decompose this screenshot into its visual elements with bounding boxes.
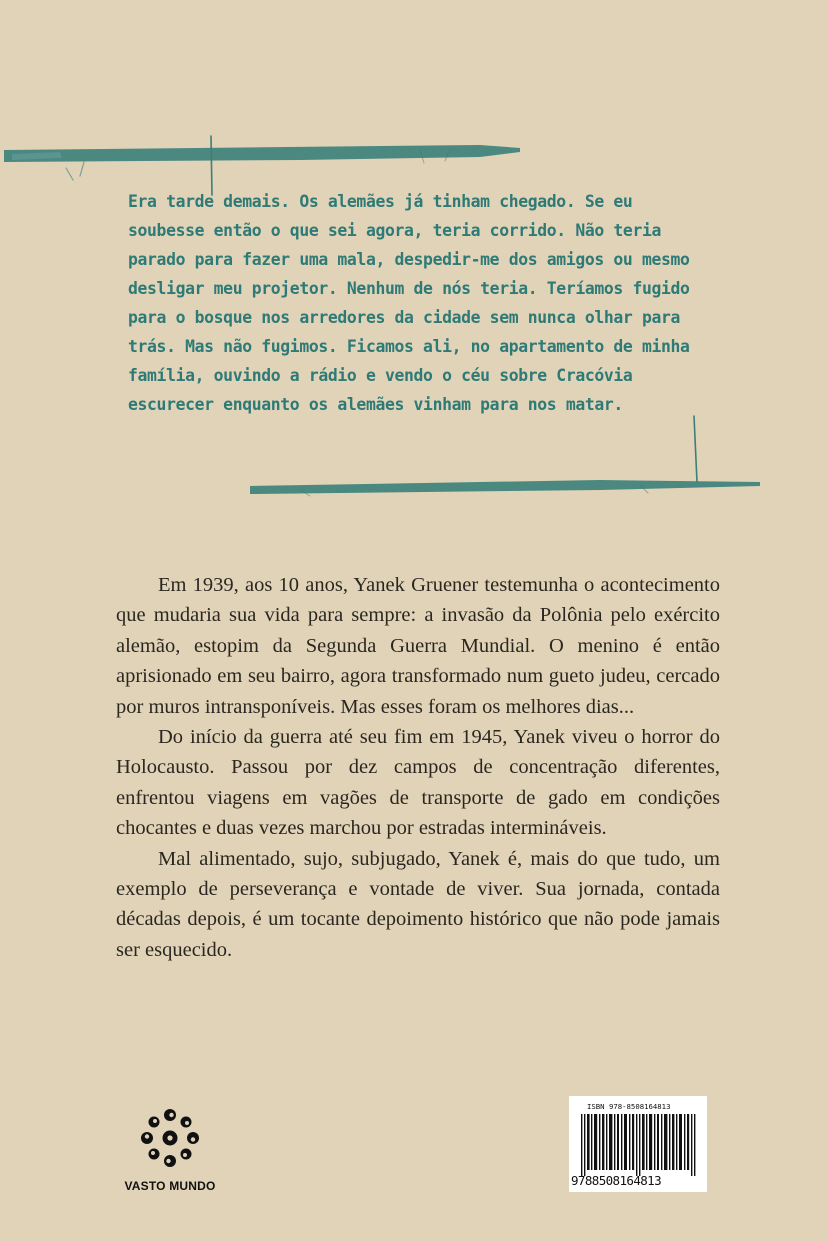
synopsis-paragraph: Em 1939, aos 10 anos, Yanek Gruener testemunha o acontecimento que mudaria sua vida para sempre: a invasão da Polônia pelo exército alemão, estopim da Segunda Guerra Mundial. O menino é então aprisionado em seu bairro, agora transformado num gueto judeu, cercado por muros intransponíveis. Mas esses foram os melhores dias... (116, 574, 720, 718)
isbn-label: ISBN 978-8508164813 (587, 1102, 671, 1111)
synopsis-paragraph: Do início da guerra até seu fim em 1945, Yanek viveu o horror do Holocausto. Passou por dez campos de concentração diferentes, enfrentou viagens em vagões de transporte de gado em condições chocantes e duas vezes marchou por estradas intermináveis. (116, 726, 720, 840)
isbn-barcode (569, 1096, 707, 1192)
sun-spiral-logo-icon (125, 1103, 215, 1173)
synopsis (116, 570, 720, 965)
publisher-name: VASTO MUNDO (124, 1179, 216, 1193)
publisher-logo (116, 1103, 224, 1193)
featured-quote: Era tarde demais. Os alemães já tinham chegado. Se eu soubesse então o que sei agora, teria corrido. Não teria parado para fazer uma mala, despedir-me dos amigos ou mesmo desligar meu projetor. Nenhum de nós teria. Teríamos fugido para o bosque nos arredores da cidade sem nunca olhar para trás. Mas não fugimos. Ficamos ali, no apartamento de minha família, ouvindo a rádio e vendo o céu sobre Cracóvia escurecer enquanto os alemães vinham para nos matar. (128, 192, 690, 414)
barcode-digits: 9788508164813 (571, 1173, 662, 1188)
barcode-bars-icon (581, 1114, 699, 1176)
synopsis-paragraph: Mal alimentado, sujo, subjugado, Yanek é, mais do que tudo, um exemplo de perseverança e vontade de viver. Sua jornada, contada décadas depois, é um tocante depoimento histórico que não pode jamais ser esquecido. (116, 847, 720, 961)
